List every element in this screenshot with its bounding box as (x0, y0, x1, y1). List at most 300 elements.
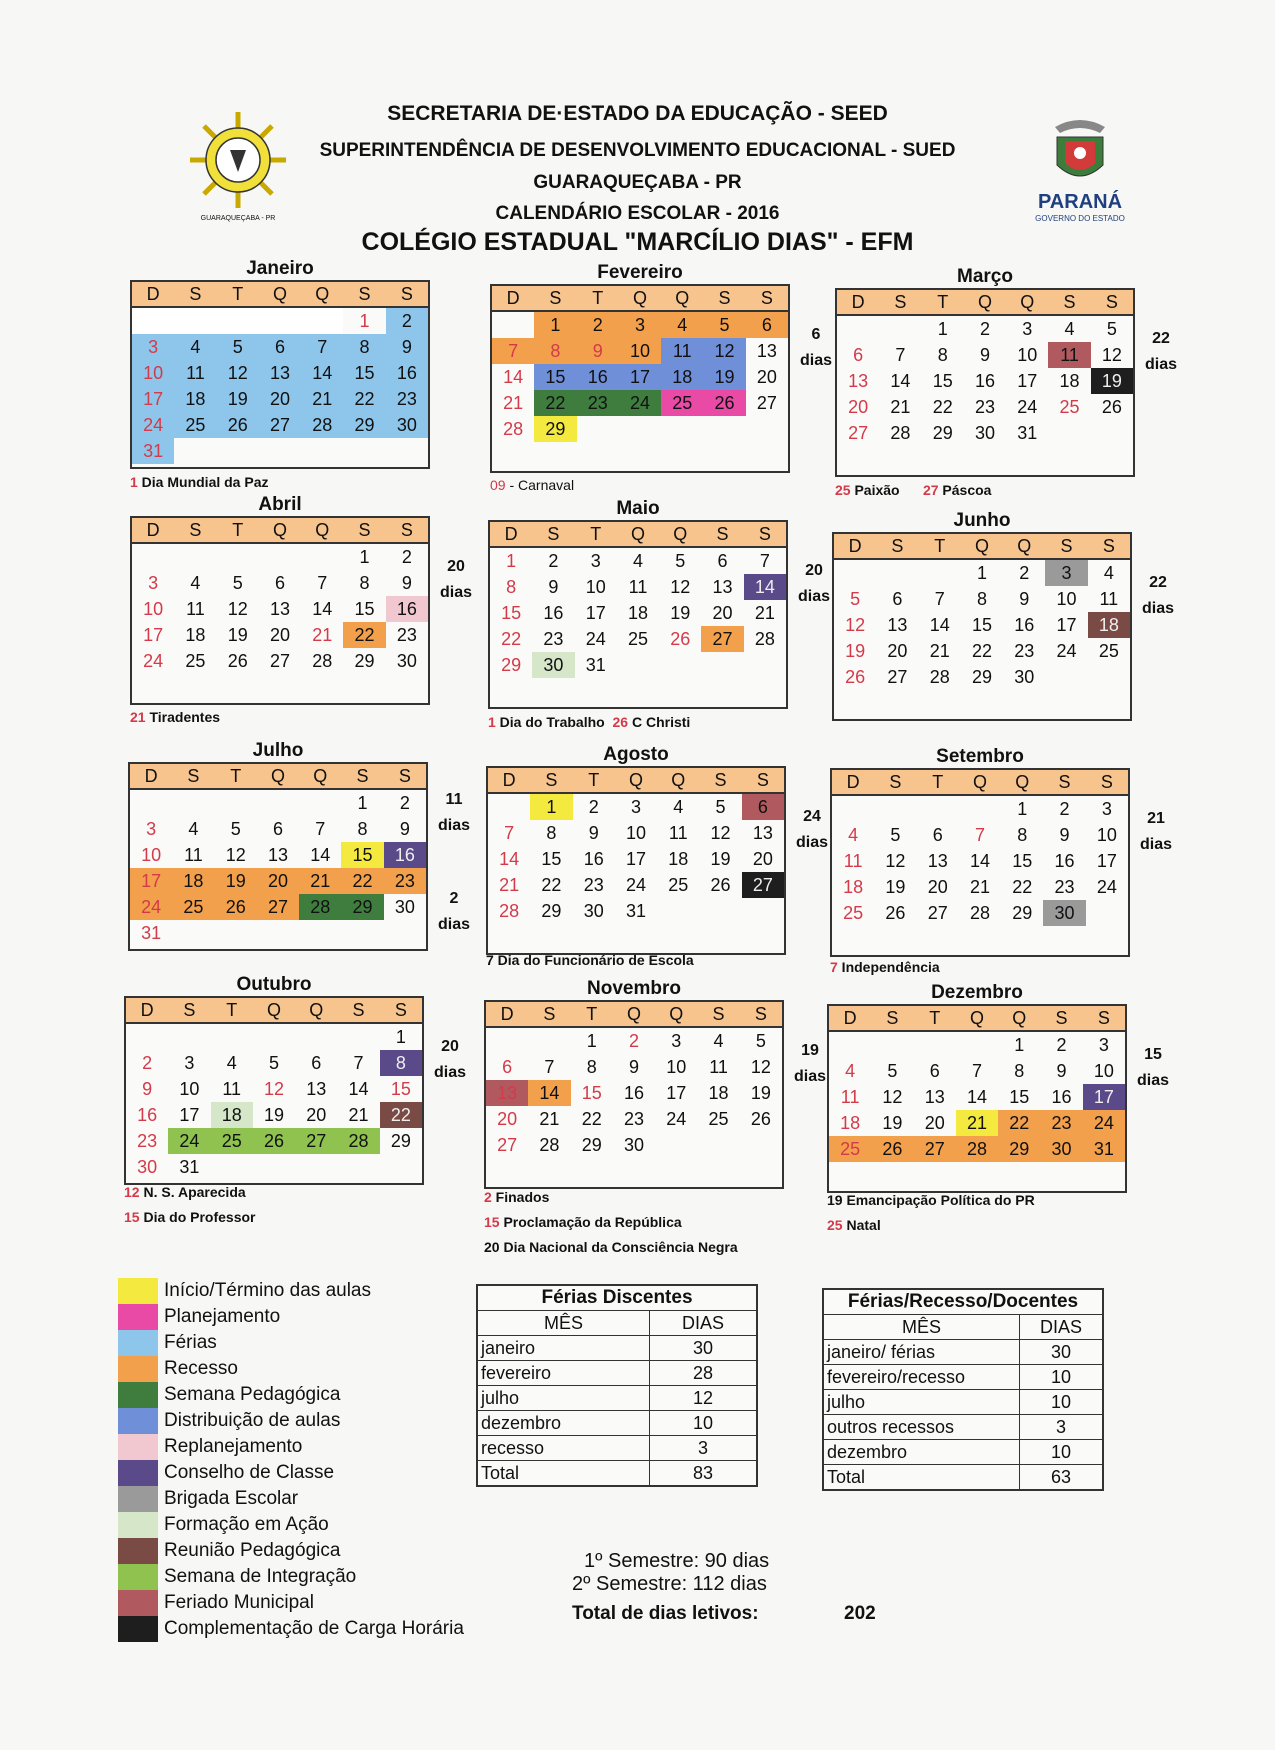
day-cell: 22 (581, 1108, 602, 1129)
day-cell: 17 (585, 602, 606, 623)
empty-cell (211, 1154, 253, 1180)
empty-cell (488, 793, 530, 820)
day-cell: 25 (627, 628, 648, 649)
day-cell: 6 (272, 818, 283, 839)
legend-swatch (118, 1434, 158, 1460)
day-cell: 30 (974, 422, 995, 443)
day-cell: 25 (1098, 640, 1119, 661)
day-cell: 26 (215, 894, 257, 920)
legend-swatch (118, 1382, 158, 1408)
weekday-header: Q (1003, 534, 1045, 559)
holiday-note: 19 Emancipação Política do PR (827, 1192, 1035, 1208)
day-cell: 19 (670, 602, 691, 623)
day-cell: 23 (1014, 640, 1035, 661)
empty-cell (619, 416, 661, 442)
day-cell: 28 (301, 412, 343, 438)
day-cell: 15 (541, 848, 562, 869)
letivo-days-count-2: 2 dias (438, 890, 471, 933)
day-cell: 7 (895, 344, 906, 365)
day-cell: 23 (1040, 1110, 1082, 1136)
empty-cell (253, 1023, 295, 1050)
ship-wheel-icon (188, 110, 288, 210)
letivo-days-count: 6 dias (800, 326, 833, 369)
legend-item (118, 1616, 464, 1642)
day-cell: 26 (845, 666, 866, 687)
day-cell: 19 (882, 1112, 903, 1133)
day-cell: 3 (184, 1052, 195, 1073)
day-cell: 9 (142, 1078, 153, 1099)
holiday-note: 12 N. S. Aparecida (124, 1184, 246, 1200)
day-cell: 21 (929, 640, 950, 661)
day-cell: 31 (141, 922, 162, 943)
empty-cell (341, 920, 383, 946)
weekday-header: S (703, 286, 745, 311)
day-cell: 20 (924, 1112, 945, 1133)
day-cell: 3 (671, 1030, 682, 1051)
legend-label: Início/Término das aulas (164, 1280, 371, 1301)
month-title: Junho (953, 510, 1011, 531)
legend-label: Distribuição de aulas (164, 1410, 341, 1431)
day-cell: 20 (269, 624, 290, 645)
day-cell: 8 (937, 344, 948, 365)
day-cell: 23 (974, 396, 995, 417)
letivo-days-count: 11 dias (438, 791, 471, 834)
weekday-header: S (386, 282, 428, 307)
month-grid (130, 516, 430, 705)
day-cell: 28 (956, 1136, 998, 1162)
weekday-header: D (488, 768, 530, 793)
empty-cell (697, 1132, 739, 1158)
day-cell: 22 (341, 868, 383, 894)
day-cell: 15 (1009, 1086, 1030, 1107)
empty-cell (130, 789, 172, 816)
day-cell: 1 (506, 550, 517, 571)
weekday-header: S (172, 764, 214, 789)
day-cell: 10 (1096, 824, 1117, 845)
empty-cell (172, 789, 214, 816)
month-cell: Total (477, 1461, 650, 1487)
empty-cell (657, 898, 699, 924)
day-cell: 15 (971, 614, 992, 635)
col-mes: MÊS (823, 1315, 1020, 1340)
weekday-header: T (217, 518, 259, 543)
letivo-days-count: 21 dias (1140, 810, 1173, 853)
month-title: Dezembro (931, 982, 1023, 1003)
month-grid (830, 768, 1130, 957)
day-cell: 14 (312, 598, 333, 619)
day-cell: 6 (742, 793, 784, 820)
weekday-header: S (1091, 290, 1133, 315)
day-cell: 11 (709, 1056, 728, 1077)
day-cell: 26 (253, 1128, 295, 1154)
legend-swatch (118, 1616, 158, 1642)
weekday-header: S (174, 282, 216, 307)
day-cell: 27 (887, 666, 908, 687)
day-cell: 11 (222, 1078, 242, 1099)
weekday-header: S (386, 518, 428, 543)
day-cell: 7 (759, 550, 770, 571)
day-cell: 26 (703, 390, 745, 416)
empty-cell (659, 652, 701, 678)
ferias-discentes-table (476, 1284, 758, 1487)
month-title: Maio (616, 498, 660, 519)
day-cell: 27 (742, 872, 784, 898)
empty-cell (126, 1023, 168, 1050)
day-cell: 19 (1091, 368, 1133, 394)
day-cell: 29 (971, 666, 992, 687)
day-cell: 1 (1014, 1034, 1025, 1055)
legend-swatch (118, 1278, 158, 1304)
weekday-header: D (829, 1006, 871, 1031)
legend-label: Planejamento (164, 1306, 281, 1327)
weekday-header: Q (619, 286, 661, 311)
days-cell: 10 (650, 1411, 758, 1436)
weekday-header: S (343, 518, 385, 543)
day-cell: 1 (359, 310, 370, 331)
legend-swatch (118, 1538, 158, 1564)
day-cell: 12 (703, 338, 745, 364)
day-cell: 4 (226, 1052, 237, 1073)
weekday-header: D (837, 290, 879, 315)
weekday-header: S (874, 770, 916, 795)
month-grid (490, 284, 790, 473)
day-cell: 17 (132, 386, 174, 412)
day-cell: 28 (312, 650, 333, 671)
day-cell: 18 (172, 868, 214, 894)
weekday-header: S (1043, 770, 1085, 795)
day-cell: 24 (1056, 640, 1077, 661)
day-cell: 25 (211, 1128, 253, 1154)
letivo-days-count: 20 dias (798, 562, 831, 605)
legend-swatch (118, 1356, 158, 1382)
day-cell: 21 (890, 396, 911, 417)
month-cell: Total (823, 1465, 1020, 1491)
day-cell: 6 (892, 588, 903, 609)
legend-swatch (118, 1408, 158, 1434)
day-cell: 3 (146, 818, 157, 839)
days-cell: 10 (1020, 1390, 1104, 1415)
day-cell: 4 (174, 334, 216, 360)
month-title: Setembro (936, 746, 1024, 767)
legend-label: Formação em Ação (164, 1514, 329, 1535)
day-cell: 23 (386, 386, 428, 412)
holiday-note: 25 Natal (827, 1217, 881, 1233)
legend-item (118, 1590, 464, 1616)
weekday-header: Q (961, 534, 1003, 559)
days-cell: 30 (650, 1336, 758, 1361)
day-cell: 24 (666, 1108, 687, 1129)
day-cell: 14 (348, 1078, 369, 1099)
weekday-header: Q (301, 518, 343, 543)
empty-cell (740, 1132, 782, 1158)
day-cell: 13 (887, 614, 908, 635)
day-cell: 31 (1017, 422, 1038, 443)
empty-cell (215, 920, 257, 946)
day-cell: 8 (976, 588, 987, 609)
table-row (477, 1411, 757, 1436)
day-cell: 19 (845, 640, 866, 661)
empty-cell (337, 1154, 379, 1180)
day-cell: 24 (1096, 876, 1117, 897)
day-cell: 27 (295, 1128, 337, 1154)
weekday-header: S (1048, 290, 1090, 315)
day-cell: 24 (1083, 1110, 1125, 1136)
day-cell: 24 (585, 628, 606, 649)
day-cell: 15 (343, 360, 385, 386)
empty-cell (871, 1031, 913, 1058)
empty-cell (295, 1154, 337, 1180)
day-cell: 14 (744, 574, 786, 600)
col-dias: DIAS (650, 1311, 758, 1336)
legend-label: Feriado Municipal (164, 1592, 314, 1613)
weekday-header: S (174, 518, 216, 543)
day-cell: 18 (708, 1082, 729, 1103)
day-cell: 10 (1093, 1060, 1114, 1081)
day-cell: 1 (395, 1026, 406, 1047)
day-cell: 25 (172, 894, 214, 920)
day-cell: 6 (311, 1052, 322, 1073)
legend-label: Semana Pedagógica (164, 1384, 341, 1405)
weekday-header: Q (259, 518, 301, 543)
day-cell: 7 (492, 338, 534, 364)
day-cell: 19 (710, 848, 731, 869)
day-cell: 6 (274, 572, 285, 593)
day-cell: 13 (267, 844, 288, 865)
day-cell: 1 (359, 546, 370, 567)
day-cell: 8 (1014, 1060, 1025, 1081)
weekday-header: D (126, 998, 168, 1023)
days-cell: 12 (650, 1386, 758, 1411)
day-cell: 24 (132, 412, 174, 438)
holiday-note: 7 Independência (830, 959, 940, 975)
day-cell: 18 (1059, 370, 1080, 391)
day-cell: 10 (666, 1056, 687, 1077)
day-cell: 7 (544, 1056, 555, 1077)
weekday-header: S (341, 764, 383, 789)
day-cell: 1 (586, 1030, 597, 1051)
empty-cell (956, 1031, 998, 1058)
empty-cell (174, 307, 216, 334)
letivo-days-count: 22 dias (1145, 330, 1178, 373)
day-cell: 8 (506, 576, 517, 597)
weekday-header: T (573, 768, 615, 793)
weekday-header: S (744, 522, 786, 547)
month-cell: julho (823, 1390, 1020, 1415)
day-cell: 26 (885, 902, 906, 923)
day-cell: 22 (534, 390, 576, 416)
empty-cell (744, 652, 786, 678)
day-cell: 23 (396, 624, 417, 645)
day-cell: 21 (539, 1108, 560, 1129)
empty-cell (917, 795, 959, 822)
day-cell: 9 (628, 1056, 639, 1077)
day-cell: 20 (497, 1108, 518, 1129)
day-cell: 7 (315, 818, 326, 839)
day-cell: 8 (380, 1050, 422, 1076)
day-cell: 6 (853, 344, 864, 365)
days-cell: 30 (1020, 1340, 1104, 1365)
month-grid (486, 766, 786, 955)
day-cell: 30 (394, 896, 415, 917)
day-cell: 13 (756, 340, 777, 361)
holiday-note: 09 - Carnaval (490, 477, 575, 493)
legend-swatch (118, 1460, 158, 1486)
legend-item (118, 1356, 464, 1382)
weekday-header: S (168, 998, 210, 1023)
day-cell: 19 (263, 1104, 284, 1125)
day-cell: 20 (756, 366, 777, 387)
day-cell: 30 (532, 652, 574, 678)
day-cell: 24 (143, 650, 164, 671)
day-cell: 24 (130, 894, 172, 920)
day-cell: 12 (217, 360, 259, 386)
day-cell: 3 (590, 550, 601, 571)
empty-cell (301, 307, 343, 334)
weekday-header: T (922, 290, 964, 315)
empty-cell (703, 416, 745, 442)
day-cell: 11 (843, 850, 863, 871)
day-cell: 4 (1064, 318, 1075, 339)
day-cell: 21 (754, 602, 775, 623)
letivo-days-count: 20 dias (434, 1038, 467, 1081)
day-cell: 21 (499, 874, 520, 895)
day-cell: 13 (712, 576, 733, 597)
weekday-header: T (575, 522, 617, 547)
weekday-header: S (697, 1002, 739, 1027)
day-cell: 6 (259, 334, 301, 360)
weekday-header: T (914, 1006, 956, 1031)
day-cell: 28 (929, 666, 950, 687)
day-cell: 6 (932, 824, 943, 845)
month-agosto (486, 744, 786, 955)
day-cell: 20 (259, 386, 301, 412)
day-cell: 16 (1014, 614, 1035, 635)
day-cell: 27 (756, 392, 777, 413)
day-cell: 29 (354, 650, 375, 671)
header-line-1: SECRETARIA DE·ESTADO DA EDUCAÇÃO - SEED (387, 102, 888, 125)
empty-cell (132, 307, 174, 334)
day-cell: 4 (1103, 562, 1114, 583)
empty-cell (829, 1031, 871, 1058)
month-grid (124, 996, 424, 1185)
weekday-header: S (343, 282, 385, 307)
legend-item (118, 1408, 464, 1434)
day-cell: 13 (752, 822, 773, 843)
legend-label: Férias (164, 1332, 217, 1353)
days-cell: 3 (1020, 1415, 1104, 1440)
day-cell: 27 (497, 1134, 518, 1155)
school-seal-logo (188, 110, 288, 220)
weekday-header: Q (259, 282, 301, 307)
weekday-header: D (132, 518, 174, 543)
weekday-header: Q (659, 522, 701, 547)
legend-label: Conselho de Classe (164, 1462, 335, 1483)
weekday-header: D (486, 1002, 528, 1027)
table-row (477, 1461, 757, 1487)
weekday-header: T (211, 998, 253, 1023)
weekday-header: Q (1001, 770, 1043, 795)
day-cell: 28 (969, 902, 990, 923)
day-cell: 15 (501, 602, 522, 623)
empty-cell (661, 416, 703, 442)
holiday-notes: 25 Paixão 27 Páscoa (835, 482, 992, 498)
day-cell: 13 (924, 1086, 945, 1107)
day-cell: 13 (927, 850, 948, 871)
letivo-days-count: 19 dias (794, 1042, 827, 1085)
day-cell: 2 (386, 307, 428, 334)
day-cell: 18 (843, 876, 864, 897)
day-cell: 23 (583, 874, 604, 895)
day-cell: 3 (1045, 559, 1087, 586)
day-cell: 18 (668, 848, 689, 869)
weekday-header: Q (299, 764, 341, 789)
day-cell: 7 (934, 588, 945, 609)
day-cell: 5 (850, 588, 861, 609)
day-cell: 20 (927, 876, 948, 897)
day-cell: 14 (499, 848, 520, 869)
total-label: Total de dias letivos: (572, 1603, 759, 1624)
day-cell: 26 (670, 628, 691, 649)
legend-item (118, 1460, 464, 1486)
empty-cell (742, 898, 784, 924)
parana-logo (1030, 115, 1130, 223)
day-cell: 24 (168, 1128, 210, 1154)
day-cell: 20 (257, 868, 299, 894)
empty-cell (655, 1132, 697, 1158)
day-cell: 12 (845, 614, 866, 635)
days-cell: 83 (650, 1461, 758, 1487)
month-title: Março (957, 266, 1013, 287)
day-cell: 5 (230, 818, 241, 839)
day-cell: 31 (625, 900, 646, 921)
weekday-header: D (132, 282, 174, 307)
month-grid (827, 1004, 1127, 1193)
header-line-3: GUARAQUEÇABA - PR (533, 172, 742, 193)
empty-cell (259, 438, 301, 464)
empty-cell (492, 311, 534, 338)
day-cell: 5 (715, 796, 726, 817)
day-cell: 17 (130, 868, 172, 894)
weekday-header: Q (295, 998, 337, 1023)
legend-item (118, 1564, 464, 1590)
day-cell: 14 (966, 1086, 987, 1107)
day-cell: 6 (746, 311, 788, 338)
days-cell: 10 (1020, 1365, 1104, 1390)
day-cell: 2 (1019, 562, 1030, 583)
weekday-header: S (380, 998, 422, 1023)
empty-cell (259, 543, 301, 570)
month-cell: recesso (477, 1436, 650, 1461)
month-abril (130, 494, 430, 705)
day-cell: 16 (543, 602, 564, 623)
empty-cell (386, 438, 428, 464)
day-cell: 26 (1101, 396, 1122, 417)
day-cell: 13 (306, 1078, 327, 1099)
day-cell: 17 (1096, 850, 1117, 871)
month-title: Agosto (603, 744, 669, 765)
legend-item (118, 1434, 464, 1460)
day-cell: 28 (499, 900, 520, 921)
day-cell: 28 (539, 1134, 560, 1155)
weekday-header: S (699, 768, 741, 793)
day-cell: 7 (301, 334, 343, 360)
day-cell: 13 (848, 370, 869, 391)
day-cell: 12 (670, 576, 691, 597)
day-cell: 24 (619, 390, 661, 416)
day-cell: 13 (259, 360, 301, 386)
ferias-docentes-title: Férias/Recesso/Docentes (823, 1289, 1103, 1315)
day-cell: 18 (661, 364, 703, 390)
